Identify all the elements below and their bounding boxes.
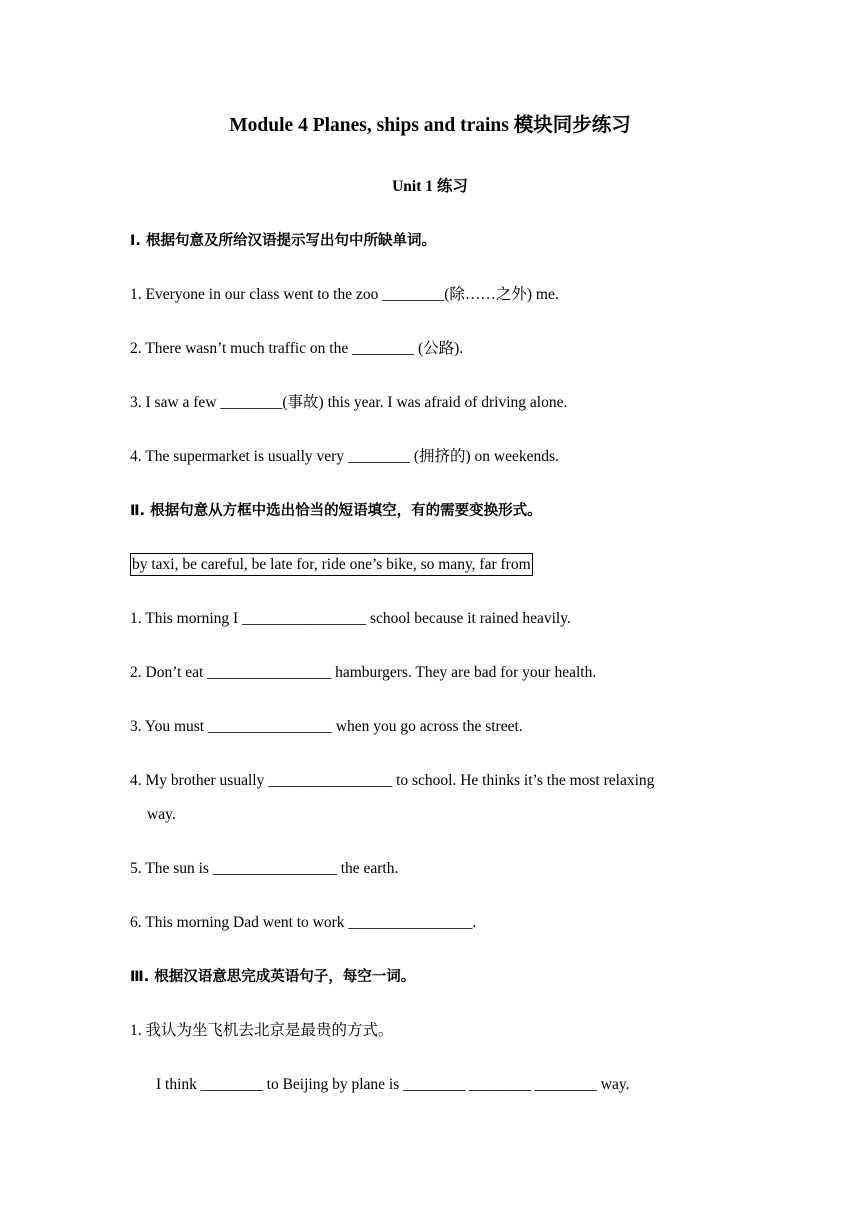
section-3-item-1-english: I think ________ to Beijing by plane is ________ ________ ________ way. xyxy=(156,1076,630,1093)
phrase-box: by taxi, be careful, be late for, ride one’s bike, so many, far from xyxy=(130,553,533,576)
section-3-item-1-chinese: 1. 我认为坐飞机去北京是最贵的方式。 xyxy=(130,1022,394,1039)
section-1-item-1: 1. Everyone in our class went to the zoo ________(除……之外) me. xyxy=(130,286,559,303)
section-3-heading: Ⅲ. 根据汉语意思完成英语句子，每空一词。 xyxy=(130,969,416,985)
unit-subtitle: Unit 1 练习 xyxy=(392,178,468,195)
section-1-item-2: 2. There wasn’t much traffic on the ________ (公路). xyxy=(130,340,464,357)
section-1-heading: Ⅰ. 根据句意及所给汉语提示写出句中所缺单词。 xyxy=(130,233,436,249)
section-2-item-2: 2. Don’t eat ________________ hamburgers. They are bad for your health. xyxy=(130,664,597,681)
section-2-item-4: 4. My brother usually ________________ to school. He thinks it’s the most relaxing xyxy=(130,772,655,789)
page-title: Module 4 Planes, ships and trains 模块同步练习 xyxy=(229,115,631,136)
section-2-item-6: 6. This morning Dad went to work ________________. xyxy=(130,914,477,931)
section-2-item-5: 5. The sun is ________________ the earth. xyxy=(130,860,399,877)
section-2-item-3: 3. You must ________________ when you go across the street. xyxy=(130,718,523,735)
section-1-item-3: 3. I saw a few ________(事故) this year. I was afraid of driving alone. xyxy=(130,394,568,411)
section-2-item-1: 1. This morning I ________________ school because it rained heavily. xyxy=(130,610,571,627)
section-1-item-4: 4. The supermarket is usually very ________ (拥挤的) on weekends. xyxy=(130,448,559,465)
section-2-item-4-continued: way. xyxy=(147,806,176,823)
section-2-heading: Ⅱ. 根据句意从方框中选出恰当的短语填空，有的需要变换形式。 xyxy=(130,503,542,519)
